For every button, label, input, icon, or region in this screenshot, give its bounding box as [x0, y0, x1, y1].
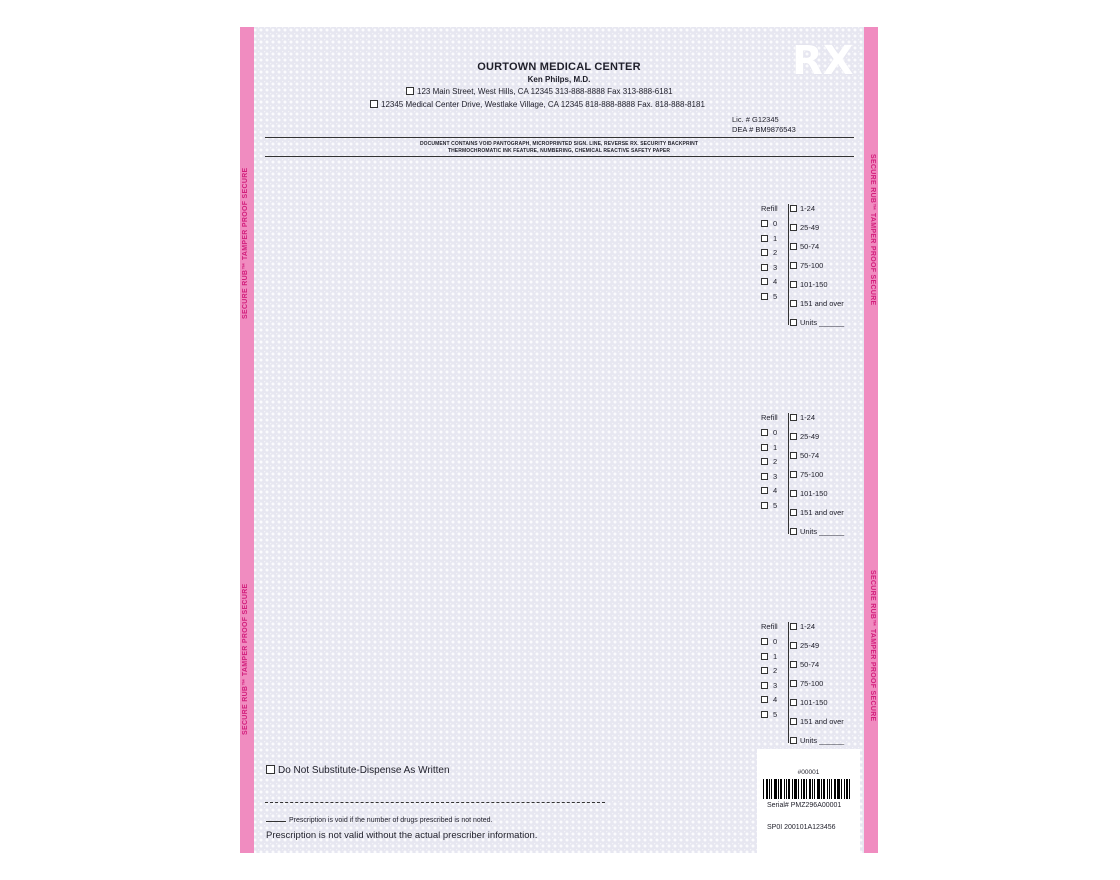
- refill-checkbox[interactable]: [761, 235, 768, 242]
- refill-number: 4: [773, 486, 778, 495]
- dea-number: DEA # BM9876543: [732, 125, 796, 134]
- quantity-checkbox[interactable]: [790, 452, 797, 459]
- refill-option[interactable]: [761, 219, 777, 234]
- refill-option[interactable]: [761, 277, 777, 292]
- barcode-bar: [812, 779, 813, 799]
- quantity-list: [790, 413, 844, 546]
- barcode-bar: [786, 779, 787, 799]
- prescription-sheet: [240, 27, 878, 853]
- quantity-option[interactable]: [790, 527, 844, 546]
- refill-checkbox[interactable]: [761, 444, 768, 451]
- serial-code: SP0I 200101A123456: [767, 824, 836, 831]
- do-not-substitute-label: Do Not Substitute-Dispense As Written: [278, 765, 450, 776]
- barcode-bar: [831, 779, 832, 799]
- barcode-bar: [803, 779, 805, 799]
- refill-checkbox[interactable]: [761, 473, 768, 480]
- quantity-checkbox[interactable]: [790, 262, 797, 269]
- refill-divider: [788, 622, 789, 743]
- clinic-name: OURTOWN MEDICAL CENTER: [477, 61, 641, 73]
- refill-option[interactable]: [761, 501, 777, 516]
- quantity-checkbox[interactable]: [790, 471, 797, 478]
- quantity-option[interactable]: [790, 223, 844, 242]
- refill-option[interactable]: [761, 234, 777, 249]
- barcode-bar: [774, 779, 777, 799]
- refill-number: 5: [773, 500, 778, 510]
- barcode-bar: [841, 779, 842, 799]
- address-2-text: 12345 Medical Center Drive, Westlake Village, CA 12345 818-888-8888 Fax. 818-888-8181: [381, 100, 705, 109]
- rx-logo: RX: [792, 38, 854, 84]
- security-features-line-2: THERMOCHROMATIC INK FEATURE, NUMBERING, CHEMICAL REACTIVE SAFETY PAPER: [447, 148, 671, 154]
- refill-checkbox[interactable]: [761, 638, 768, 645]
- refill-option[interactable]: [761, 472, 777, 487]
- refill-number: 4: [773, 277, 778, 286]
- serial-id: Serial# PMZ296A00001: [767, 802, 842, 809]
- quantity-option[interactable]: [790, 622, 844, 641]
- security-strip-text: SECURE RUB™ TAMPER PROOF SECURE: [242, 583, 249, 735]
- refill-option[interactable]: [761, 666, 777, 681]
- barcode-bar: [801, 779, 802, 799]
- quantity-label: 101-150: [800, 698, 828, 707]
- quantity-option[interactable]: [790, 413, 844, 432]
- quantity-checkbox[interactable]: [790, 490, 797, 497]
- refill-option[interactable]: [761, 652, 777, 667]
- refill-option[interactable]: [761, 292, 777, 307]
- quantity-option[interactable]: [790, 641, 844, 660]
- barcode-bar: [784, 779, 785, 799]
- quantity-label: 1-24: [800, 413, 816, 422]
- barcode-bar: [823, 779, 825, 799]
- refill-checkbox[interactable]: [761, 264, 768, 271]
- quantity-option[interactable]: [790, 261, 844, 280]
- quantity-label: Units ______: [800, 318, 845, 327]
- barcode-bar: [817, 779, 820, 799]
- quantity-label: 151 and over: [800, 508, 844, 517]
- refill-checkbox[interactable]: [761, 653, 768, 660]
- refill-number: 1: [773, 651, 778, 661]
- quantity-checkbox[interactable]: [790, 718, 797, 725]
- address-1-checkbox[interactable]: [406, 87, 414, 95]
- refill-option[interactable]: [761, 637, 777, 652]
- refill-number: 1: [773, 442, 778, 452]
- refill-option[interactable]: [761, 695, 777, 710]
- serial-sequence: #00001: [797, 769, 820, 776]
- refill-checkbox[interactable]: [761, 293, 768, 300]
- refill-checkbox[interactable]: [761, 682, 768, 689]
- barcode-bar: [771, 779, 772, 799]
- refill-checkbox[interactable]: [761, 667, 768, 674]
- refill-option[interactable]: [761, 248, 777, 263]
- quantity-label: 75-100: [800, 261, 824, 270]
- refill-number: 3: [773, 471, 778, 481]
- quantity-option[interactable]: [790, 489, 844, 508]
- refill-number: 4: [773, 695, 778, 704]
- license-number: Lic. # G12345: [732, 115, 779, 124]
- quantity-label: 25-49: [800, 223, 820, 232]
- barcode-bar: [794, 779, 797, 799]
- quantity-option[interactable]: [790, 660, 844, 679]
- quantity-label: 101-150: [800, 489, 828, 498]
- signature-line[interactable]: [265, 802, 605, 803]
- refill-divider: [788, 413, 789, 534]
- refill-number: 0: [773, 428, 778, 437]
- quantity-option[interactable]: [790, 280, 844, 299]
- security-features-line-1: DOCUMENT CONTAINS VOID PANTOGRAPH, MICROPRINTED SIGN. LINE, REVERSE RX. SECURITY BACKPRINT: [419, 141, 699, 147]
- refill-checkbox[interactable]: [761, 711, 768, 718]
- barcode-bar: [829, 779, 830, 799]
- quantity-option[interactable]: [790, 242, 844, 261]
- barcode-bar: [814, 779, 815, 799]
- refill-block-2: [761, 413, 861, 543]
- refill-option[interactable]: [761, 457, 777, 472]
- refill-option[interactable]: [761, 710, 777, 725]
- quantity-label: 1-24: [800, 204, 816, 213]
- refill-number: 2: [773, 457, 778, 466]
- security-strip-text: SECURE RUB™ TAMPER PROOF SECURE: [869, 154, 876, 306]
- quantity-checkbox[interactable]: [790, 205, 797, 212]
- barcode-bar: [806, 779, 807, 799]
- header-divider: [265, 156, 854, 157]
- do-not-substitute-option[interactable]: [266, 765, 450, 776]
- refill-divider: [788, 204, 789, 325]
- quantity-label: Units ______: [800, 527, 845, 536]
- quantity-option[interactable]: [790, 318, 844, 337]
- quantity-option[interactable]: [790, 432, 844, 451]
- refill-checkbox[interactable]: [761, 220, 768, 227]
- quantity-label: 151 and over: [800, 299, 844, 308]
- do-not-substitute-checkbox[interactable]: [266, 765, 275, 774]
- quantity-label: Units ______: [800, 736, 845, 745]
- barcode-bar: [763, 779, 764, 799]
- refill-number: 0: [773, 219, 778, 228]
- refill-number: 5: [773, 709, 778, 719]
- refill-number: 0: [773, 637, 778, 646]
- barcode-bar: [780, 779, 782, 799]
- quantity-checkbox[interactable]: [790, 528, 797, 535]
- refill-option[interactable]: [761, 263, 777, 278]
- refill-checkbox[interactable]: [761, 429, 768, 436]
- address-option-2[interactable]: [370, 100, 705, 109]
- quantity-checkbox[interactable]: [790, 224, 797, 231]
- quantity-checkbox[interactable]: [790, 642, 797, 649]
- barcode-bar: [778, 779, 779, 799]
- barcode-bar: [837, 779, 840, 799]
- quantity-checkbox[interactable]: [790, 414, 797, 421]
- refill-label: Refill: [761, 622, 778, 631]
- quantity-option[interactable]: [790, 204, 844, 223]
- quantity-checkbox[interactable]: [790, 737, 797, 744]
- quantity-label: 75-100: [800, 470, 824, 479]
- quantity-checkbox[interactable]: [790, 300, 797, 307]
- security-strip-text: SECURE RUB™ TAMPER PROOF SECURE: [869, 570, 876, 722]
- quantity-checkbox[interactable]: [790, 319, 797, 326]
- quantity-label: 25-49: [800, 641, 820, 650]
- quantity-list: [790, 622, 844, 755]
- validity-note: Prescription is not valid without the actual prescriber information.: [266, 830, 538, 841]
- quantity-checkbox[interactable]: [790, 661, 797, 668]
- quantity-label: 151 and over: [800, 717, 844, 726]
- refill-count-list: [761, 428, 777, 515]
- barcode-bar: [849, 779, 850, 799]
- quantity-option[interactable]: [790, 698, 844, 717]
- quantity-label: 50-74: [800, 660, 820, 669]
- refill-option[interactable]: [761, 486, 777, 501]
- serial-box: [757, 749, 860, 853]
- drug-count-blank[interactable]: [266, 821, 286, 822]
- quantity-list: [790, 204, 844, 337]
- barcode-bar: [809, 779, 811, 799]
- refill-checkbox[interactable]: [761, 487, 768, 494]
- quantity-checkbox[interactable]: [790, 623, 797, 630]
- address-1-text: 123 Main Street, West Hills, CA 12345 313-888-8888 Fax 313-888-6181: [417, 87, 673, 96]
- quantity-option[interactable]: [790, 470, 844, 489]
- security-strip-text: SECURE RUB™ TAMPER PROOF SECURE: [242, 167, 249, 319]
- quantity-label: 1-24: [800, 622, 816, 631]
- refill-checkbox[interactable]: [761, 249, 768, 256]
- doctor-name: Ken Philps, M.D.: [527, 75, 591, 84]
- barcode-bar: [788, 779, 790, 799]
- refill-checkbox[interactable]: [761, 696, 768, 703]
- refill-number: 2: [773, 248, 778, 257]
- refill-number: 1: [773, 233, 778, 243]
- refill-number: 5: [773, 291, 778, 301]
- refill-count-list: [761, 637, 777, 724]
- quantity-option[interactable]: [790, 679, 844, 698]
- quantity-label: 75-100: [800, 679, 824, 688]
- barcode-bar: [846, 779, 848, 799]
- refill-option[interactable]: [761, 681, 777, 696]
- barcode-bar: [769, 779, 770, 799]
- refill-number: 3: [773, 680, 778, 690]
- refill-option[interactable]: [761, 428, 777, 443]
- barcode-bar: [821, 779, 822, 799]
- address-2-checkbox[interactable]: [370, 100, 378, 108]
- quantity-checkbox[interactable]: [790, 281, 797, 288]
- refill-block-1: [761, 204, 861, 334]
- void-note-text: Prescription is void if the number of drugs prescribed is not noted.: [289, 817, 493, 824]
- refill-block-3: [761, 622, 861, 752]
- quantity-option[interactable]: [790, 451, 844, 470]
- refill-count-list: [761, 219, 777, 306]
- quantity-label: 101-150: [800, 280, 828, 289]
- quantity-checkbox[interactable]: [790, 680, 797, 687]
- barcode-bar: [844, 779, 845, 799]
- quantity-option[interactable]: [790, 299, 844, 318]
- barcode-bar: [827, 779, 828, 799]
- barcode-bar: [798, 779, 799, 799]
- quantity-label: 25-49: [800, 432, 820, 441]
- refill-checkbox[interactable]: [761, 502, 768, 509]
- quantity-checkbox[interactable]: [790, 433, 797, 440]
- refill-number: 2: [773, 666, 778, 675]
- refill-checkbox[interactable]: [761, 458, 768, 465]
- barcode-bar: [792, 779, 793, 799]
- quantity-option[interactable]: [790, 717, 844, 736]
- barcode-bar: [766, 779, 768, 799]
- address-option-1[interactable]: [406, 87, 673, 96]
- barcode: [763, 779, 853, 799]
- quantity-checkbox[interactable]: [790, 243, 797, 250]
- quantity-label: 50-74: [800, 242, 820, 251]
- void-note: [266, 817, 493, 824]
- header-divider: [265, 137, 854, 138]
- quantity-label: 50-74: [800, 451, 820, 460]
- refill-label: Refill: [761, 413, 778, 422]
- refill-checkbox[interactable]: [761, 278, 768, 285]
- refill-label: Refill: [761, 204, 778, 213]
- quantity-option[interactable]: [790, 508, 844, 527]
- refill-number: 3: [773, 262, 778, 272]
- quantity-checkbox[interactable]: [790, 699, 797, 706]
- quantity-checkbox[interactable]: [790, 509, 797, 516]
- refill-option[interactable]: [761, 443, 777, 458]
- barcode-bar: [834, 779, 836, 799]
